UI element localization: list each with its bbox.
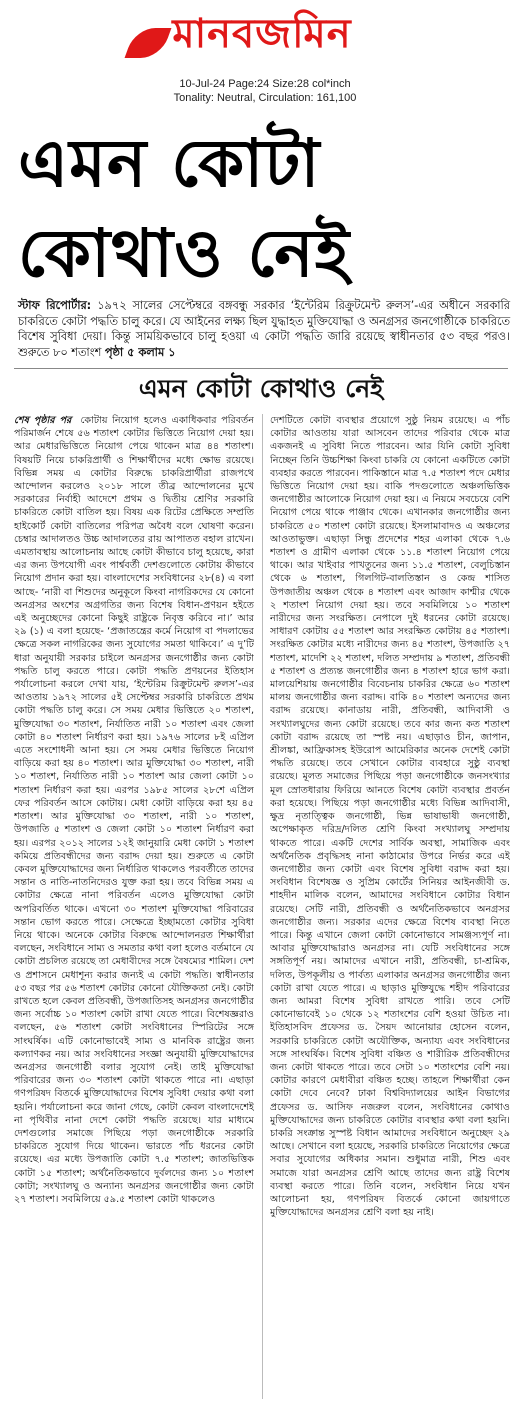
article-columns [14,414,510,1399]
front-intro [18,298,510,360]
continuation-headline: এমন কোটা কোথাও নেই [138,374,384,403]
column-divider [262,414,263,1399]
headline [18,118,508,298]
column-left-text: কোটায় নিয়োগ হলেও একাধিকবার পরিবর্তন পরিমার্জন শেষে ৫৬ শতাংশ কোটার ভিত্তিতে নিয়োগ দেয়া হয়। আর মেধারভিত্তিতে নিয়োগ পেয়ে থাকেন মাত্র ৪৪ শতাংশ। বিষয়টি নিয়ে চাকরিপ্রার্থী ও শিক্ষার্থীদের মধ্যে ক্ষোভ রয়েছে। বিভিন্ন সময় এ কোটার বিরুদ্ধে চাকরিপ্রার্থীরা রাজপথে আন্দোলন করলেও ২০১৮ সালে তীব্র আন্দোলনের মুখে সরকারের নির্বাহী আদেশে প্রথম ও দ্বিতীয় শ্রেণির সরকারি চাকরিতে কোটা বাতিল হয়। বিষয় এক রিটের প্রেক্ষিতে সম্প্রতি হাইকোর্ট কোটা বাতিলের পরিপত্র অবৈধ বলে ঘোষণা করেন। চেম্বার আদালতও উচ্চ আদালতের রায় আপাতত বহাল রাখেন। এমতাবস্থায় আলোচনায় আছে কোটা কীভাবে চালু হয়েছে, কারা এর জন্য উপযোগী এবং পার্শ্ববর্তী দেশগুলোতে কোটায় কীভাবে নিয়োগ প্রদান করা হয়। বাংলাদেশের সংবিধানের ২৮(৪) এ বলা আছে- ‘নারী বা শিশুদের অনুকূলে কিংবা নাগরিকদের যে কোনো অনগ্রসর অংশের অগ্রগতির জন্য বিশেষ বিধান-প্রণয়ন হইতে এই অনুচ্ছেদের কোনো কিছুই রাষ্ট্রকে নিবৃত্ত করিবে না।’ আর ২৯ (১) এ বলা হয়েছে- ‘প্রজাতন্ত্রের কর্মে নিয়োগ বা পদলাভের ক্ষেত্রে সকল নাগরিকের জন্য সুযোগের সমতা থাকিবে।’ এ দু’টি ধারা অনুযায়ী সরকার চাইলে অনগ্রসর জনগোষ্ঠীর জন্য কোটা পদ্ধতি চালু করতে পারে। কোটা পদ্ধতি প্রণয়নের ইতিহাস পর্যালোচনা করলে দেখা যায়, ‘ইন্টেরিম রিক্রুটমেন্ট রুলস’-এর আওতায় ১৯৭২ সালের ৫ই সেপ্টেম্বর সরকারি চাকরিতে প্রথম কোটা পদ্ধতি চালু করে। সে সময় মেধার ভিত্তিতে ২০ শতাংশ, মুক্তিযোদ্ধা ৩০ শতাংশ, নির্যাতিত নারী ১০ শতাংশ এবং জেলা কোটা ৪০ শতাংশ নির্ধারণ করা হয়। ১৯৭৬ সালের ৮ই এপ্রিল এতে সংশোধনী আনা হয়। সে সময় মেধার ভিত্তিতে নিয়োগ বাড়িয়ে করা হয় ৪০ শতাংশ। আর মুক্তিযোদ্ধা ৩০ শতাংশ, নারী ১০ শতাংশ, নির্যাতিত নারী ১০ শতাংশ আর জেলা কোটা ১০ শতাংশ নির্ধারণ করা হয়। এরপর ১৯৮৫ সালের ২৮শে এপ্রিল ফের পরিবর্তন আসে কোটায়। মেধা কোটা বাড়িয়ে করা হয় ৪৫ শতাংশ। আর মুক্তিযোদ্ধা ৩০ শতাংশ, নারী ১০ শতাংশ, উপজাতি ৫ শতাংশ ও জেলা কোটা ১০ শতাংশ নির্ধারণ করা হয়। এরপর ২০১২ সালের ১২ই জানুয়ারি মেধা কোটা ১ শতাংশ কমিয়ে প্রতিবন্ধীদের জন্য বরাদ্দ দেয়া হয়। শুরুতে এ কোটা কেবল মুক্তিযোদ্ধাদের জন্য নির্ধারিত থাকলেও পরবর্তীতে তাদের সন্তান ও নাতি-নাতনিদেরও যুক্ত করা হয়। তবে বিভিন্ন সময় এ কোটার ক্ষেত্রে নানা পরিবর্তন এলেও মুক্তিযোদ্ধা কোটা অপরিবর্তিত থাকে। এখনো ৩০ শতাংশ মুক্তিযোদ্ধা পরিবারের সন্তান ভোগ করতে পারে। সেক্ষেত্রে ইচ্ছামতো কোটার সুবিধা নিয়ে থাকে। অনেকে কোটার বিরুদ্ধে আন্দোলনরত শিক্ষার্থীরা বলছেন, সংবিধানে সাম্য ও সমতার কথা বলা হলেও বর্তমানে যে কোটা প্রচলিত রয়েছে তা মেধাবীদের সঙ্গে বৈষম্যের শামিল। দেশ ও প্রশাসনে মেধাশূন্য করার জন্যই এ কোটা পদ্ধতি। স্বাধীনতার ৫৩ বছর পর ৫৬ শতাংশ কোটার কোনো যৌক্তিকতা নেই। কোটা রাখতে হলে কেবল প্রতিবন্ধী, উপজাতিসহ অনগ্রসর জনগোষ্ঠীর জন্য সর্বোচ্চ ১০ শতাংশ কোটা রাখা যেতে পারে। বিশেষজ্ঞরাও বলছেন, ৫৬ শতাংশ কোটা সংবিধানের স্পিরিটের সঙ্গে সাংঘর্ষিক। এটি কোনোভাবেই সাম্য ও মানবিক রাষ্ট্রের জন্য কল্যাণকর নয়। আর সংবিধানের সংজ্ঞা অনুযায়ী মুক্তিযোদ্ধাদের অনগ্রসর জনগোষ্ঠী বলার সুযোগ নেই। তাই মুক্তিযোদ্ধা পরিবারের জন্য ৩০ শতাংশ কোটা থাকতে পারে না। এছাড়া গণপরিষদ বিতর্কে মুক্তিযোদ্ধাদের বিশেষ সুবিধা দেয়ার কথা বলা হয়নি। পর্যালোচনা করে জানা গেছে, কোটা কেবল বাংলাদেশেই না পৃথিবীর নানা দেশে কোটা পদ্ধতি রয়েছে। যার মাধ্যমে দেশগুলোর সমাজে পিছিয়ে পড়া জনগোষ্ঠীকে সরকারি চাকরিতে সুযোগ দিয়ে থাকেন। ভারতে পাঁচ ধরনের কোটা রয়েছে। এর মধ্যে উপজাতি কোটা ৭.৫ শতাংশ; জাতভিত্তিক কোটা ১৫ শতাংশ; অর্থনৈতিকভাবে দুর্বলদের জন্য ১০ শতাংশ কোটা; সংখ্যালঘু ও অন্যান্য অনগ্রসর জনগোষ্ঠীর জন্য কোটা ২৭ শতাংশ। সবমিলিয়ে ৫৯.৫ শতাংশ কোটা থাকলেও [14,415,254,1205]
tonality-circulation-line: Tonality: Neutral, Circulation: 161,100 [173,92,357,104]
headline-line-1: এমন কোটা [18,124,321,202]
continued-from-label: শেষ পৃষ্ঠার পর [14,415,72,426]
newspaper-logo [128,6,396,66]
article-column-right [270,414,510,1399]
jump-reference: পৃষ্ঠা ৫ কলাম ১ [104,345,176,359]
intro-text: ১৯৭২ সালের সেপ্টেম্বরে বঙ্গবন্ধু সরকার ‘ইন্টেরিম রিক্রুটমেন্ট রুলস’-এর অধীনে সরকারি চাকরিতে কোটা পদ্ধতি চালু করে। যে আইনের লক্ষ্য ছিল যুদ্ধাহত মুক্তিযোদ্ধা ও অনগ্রসর জনগোষ্ঠীকে চাকরিতে বিশেষ সুবিধা দেয়া। কিন্তু সাময়িকভাবে চালু হওয়া এ কোটা পদ্ধতি জারি রয়েছে স্বাধীনতার ৫৩ বছর পরও। শুরুতে ৮০ শতাংশ [18,299,510,359]
date-page-size-line: 10-Jul-24 Page:24 Size:28 col*inch [179,78,351,90]
section-divider [14,368,508,369]
clipping-meta [150,77,380,105]
column-right-text: দেশটিতে কোটা ব্যবস্থার প্রয়োগে সুষ্ঠু নিয়ম রয়েছে। এ পাঁচ কোটার আওতায় যারা আসবেন তাদের পরিবার থেকে মাত্র একজনই এ সুবিধা নিতে পারবেন। আর যিনি কোটা সুবিধা নিচ্ছেন তিনি উচ্চশিক্ষা কিংবা চাকরি যে কোনো একটিতে কোটা ব্যবহার করতে পারবেন। পাকিস্তানে মাত্র ৭.৫ শতাংশ পদে মেধার ভিত্তিতে নিয়োগ দেয়া হয়। বাকি পদগুলোতে অঞ্চলভিত্তিক জনগোষ্ঠীর আলোকে নিয়োগ দেয়া হয়। এ নিয়মে সবচেয়ে বেশি নিয়োগ পেয়ে থাকে পাঞ্জাব থেকে। এখানকার জনগোষ্ঠীর জন্য চাকরিতে ৫০ শতাংশ কোটা রয়েছে। ইসলামাবাদও এ অঞ্চলের আওতাভুক্ত। এছাড়া সিন্ধু প্রদেশের শহর এলাকা থেকে ৭.৬ শতাংশ ও গ্রামীণ এলাকা থেকে ১১.৪ শতাংশ নিয়োগ পেয়ে থাকে। আর খাইবার পাখতুনের জন্য ১১.৫ শতাংশ, বেলুচিস্তান থেকে ৬ শতাংশ, গিলগিট-বালতিস্তান ও কেন্দ্র শাসিত উপজাতীয় অঞ্চল থেকে ৪ শতাংশ এবং আজাদ কাশ্মীর থেকে ২ শতাংশ নিয়োগ দেয়া হয়। তবে সবমিলিয়ে ১০ শতাংশ নারীদের জন্য সংরক্ষিত। নেপালে দুই ধরনের কোটা রয়েছে। সাধারণ কোটায় ৫৫ শতাংশ আর সংরক্ষিত কোটায় ৪৫ শতাংশ। সংরক্ষিত কোটার মধ্যে নারীদের জন্য ৪৫ শতাংশ, উপজাতি ২৭ শতাংশ, মাদেশি ২২ শতাংশ, দলিত সম্প্রদায় ৯ শতাংশ, প্রতিবন্ধী ৫ শতাংশ ও প্রত্যন্ত জনগোষ্ঠীর জন্য ৪ শতাংশ হারে ভাগ করা। মালয়েশিয়ায় জনগোষ্ঠীর বিবেচনায় চাকরির ক্ষেত্রে ৬০ শতাংশ মালয় জনগোষ্ঠীর জন্য বরাদ্দ। বাকি ৪০ শতাংশ অন্যদের জন্য বরাদ্দ রয়েছে। কানাডায় নারী, প্রতিবন্ধী, আদিবাসী ও সংখ্যালঘুদের জন্য কোটা রয়েছে। তবে কার জন্য কত শতাংশ কোটা বরাদ্দ রয়েছে তা স্পষ্ট নয়। এছাড়াও চীন, জাপান, শ্রীলঙ্কা, আফ্রিকাসহ ইউরোপ আমেরিকার অনেক দেশেই কোটা পদ্ধতি রয়েছে। তবে সেখানে কোটার ব্যবহারে সুষ্ঠু ব্যবস্থা রয়েছে। মূলত সমাজের পিছিয়ে পড়া জনগোষ্ঠীকে জনসংখ্যার মূল স্রোতধারায় ফিরিয়ে আনতে বিশেষ কোটা ব্যবস্থার প্রবর্তন করা হয়েছে। পিছিয়ে পড়া জনগোষ্ঠীর মধ্যে বিভিন্ন আদিবাসী, ক্ষুদ্র নৃতাত্ত্বিক জনগোষ্ঠী, ভিন্ন ভাষাভাষী জনগোষ্ঠী, অপেক্ষাকৃত দরিদ্র/দলিত শ্রেণি কিংবা সংখ্যালঘু সম্প্রদায় থাকতে পারে। একটি দেশের সার্বিক অবস্থা, সামাজিক এবং অর্থনৈতিক প্রবৃদ্ধিসহ নানা কাঠামোর উপরে নির্ভর করে এই জনগোষ্ঠীর জন্য কোটা এবং বিশেষ সুবিধা বরাদ্দ করা হয়। সংবিধান বিশেষজ্ঞ ও সুপ্রিম কোর্টের সিনিয়র আইনজীবী ড. শাহদীন মালিক বলেন, আমাদের সংবিধানে কোটার বিধান রয়েছে। সেটি নারী, প্রতিবন্ধী ও অর্থনৈতিকভাবে অনগ্রসর জনগোষ্ঠীর জন্য। সরকার এদের ক্ষেত্রে বিশেষ ব্যবস্থা নিতে পারে। কিন্তু এখানে জেলা কোটা কোনোভাবে সামঞ্জস্যপূর্ণ না। আবার মুক্তিযোদ্ধারাও অনগ্রসর না। যেটি সংবিধানের সঙ্গে সঙ্গতিপূর্ণ নয়। আমাদের এখানে নারী, প্রতিবন্ধী, চা-শ্রমিক, দলিত, উপকূলীয় ও পার্বত্য এলাকার অনগ্রসর জনগোষ্ঠীর জন্য কোটা রাখা যেতে পারে। এ ছাড়াও মুক্তিযুদ্ধে শহীদ পরিবারের জন্য আমরা বিশেষ সুবিধা রাখতে পারি। তবে সেটি কোনোভাবেই ১০ থেকে ১২ শতাংশের বেশি হওয়া উচিত না। ইতিহাসবিদ প্রফেসর ড. সৈয়দ আনোয়ার হোসেন বলেন, সরকারি চাকরিতে কোটা অযৌক্তিক, অন্যায্য এবং সংবিধানের সঙ্গে সাংঘর্ষিক। বিশেষ সুবিধা বঞ্চিত ও শারীরিক প্রতিবন্ধীদের জন্য কোটা থাকতে পারে। তবে সেটা ১০ শতাংশের বেশি নয়। কোটার কারণে মেধাবীরা বঞ্চিত হচ্ছে। তাহলে শিক্ষার্থীরা কেন কোটা দেবে নেবে? ঢাকা বিশ্ববিদ্যালয়ের আইন বিভাগের প্রফেসর ড. আসিফ নজরুল বলেন, সংবিধানের কোথাও মুক্তিযোদ্ধাদের জন্য চাকরিতে কোটার ব্যবস্থার কথা বলা হয়নি। চাকরি সংক্রান্ত সুস্পষ্ট বিধান আমাদের সংবিধানে অনুচ্ছেদ ২৯ আছে। সেখানে বলা হয়েছে, সরকারি চাকরিতে নিয়োগের ক্ষেত্রে সবার সুযোগের অধিকার সমান। শুধুমাত্র নারী, শিশু এবং সমাজে যারা অনগ্রসর শ্রেণি আছে তাদের জন্য রাষ্ট্র বিশেষ ব্যবস্থা করতে পারে। তিনি বলেন, সংবিধান নিয়ে যখন আলোচনা হয়, গণপরিষদ বিতর্কে কোনো জায়গাতে মুক্তিযোদ্ধাদের অনগ্রসর শ্রেণি বলা হয় নাই। [270,415,510,1219]
article-column-left [14,414,254,1399]
masthead [0,0,522,104]
logo-text: মানবজমিন [172,10,352,57]
reporter-byline: স্টাফ রিপোর্টার: [18,299,92,312]
headline-line-2: কোথাও নেই [18,214,351,292]
